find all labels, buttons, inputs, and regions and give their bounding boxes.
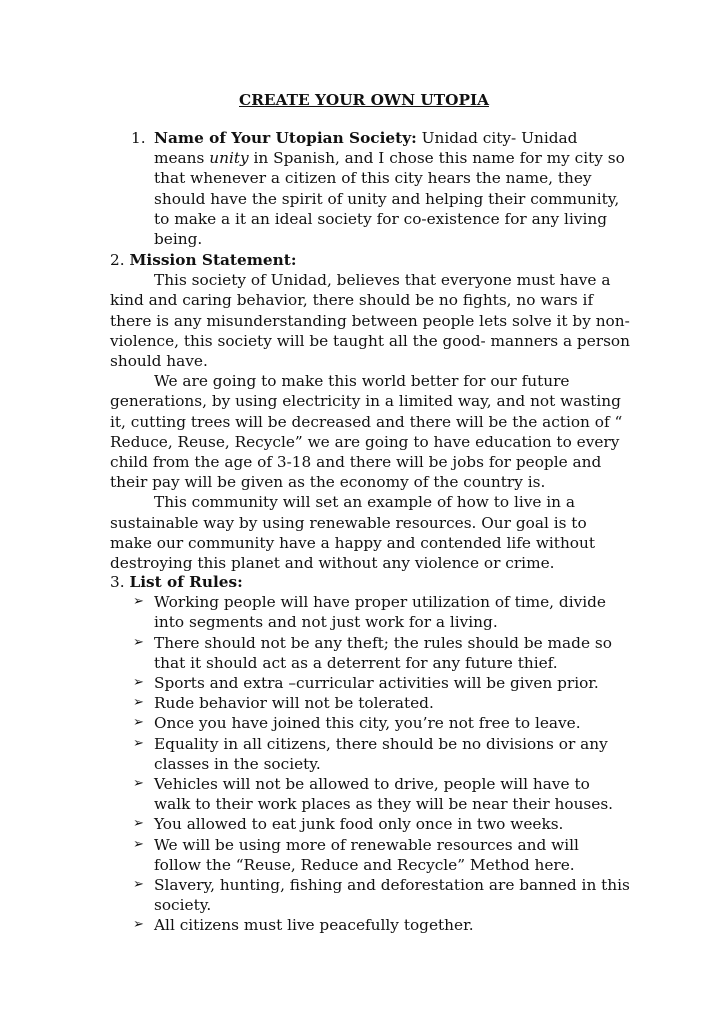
arrow-bullet-icon: ➢ bbox=[133, 634, 144, 650]
section-number: 1. bbox=[131, 129, 146, 147]
rule-text: Slavery, hunting, fishing and deforestation are banned in this society. bbox=[154, 876, 630, 915]
list-item bbox=[110, 915, 630, 935]
rule-text: Equality in all citizens, there should be no divisions or any classes in the society. bbox=[154, 734, 608, 773]
section-heading: Name of Your Utopian Society: bbox=[154, 129, 417, 147]
section-number: 3. bbox=[110, 573, 130, 591]
section-mission bbox=[110, 250, 630, 573]
document-title: CREATE YOUR OWN UTOPIA bbox=[239, 91, 489, 109]
rule-text: Working people will have proper utilization of time, divide into segments and not just work for a living. bbox=[154, 593, 606, 632]
section-heading: Mission Statement: bbox=[129, 251, 297, 269]
section-text: Unidad city- Unidad means bbox=[154, 129, 578, 168]
rules-list bbox=[110, 592, 630, 935]
paragraph: We are going to make this world better for our future generations, by using electricity in a limited way, and not wasting it, cutting trees will be decreased and there will be the action of “ Reduce, Reuse, Recycle” we are going to have education to every child from the age of 3-18 and there will be jobs for people and their pay will be given as the economy of the country is. bbox=[110, 372, 623, 492]
arrow-bullet-icon: ➢ bbox=[133, 917, 144, 933]
list-item bbox=[110, 673, 630, 693]
arrow-bullet-icon: ➢ bbox=[133, 877, 144, 893]
list-item bbox=[110, 592, 630, 632]
section-heading-line bbox=[110, 572, 630, 592]
arrow-bullet-icon: ➢ bbox=[133, 816, 144, 832]
arrow-bullet-icon: ➢ bbox=[133, 735, 144, 751]
rule-text: You allowed to eat junk food only once in two weeks. bbox=[154, 815, 564, 834]
list-item bbox=[110, 875, 630, 915]
arrow-bullet-icon: ➢ bbox=[133, 776, 144, 792]
list-item bbox=[110, 835, 630, 875]
rule-text: Vehicles will not be allowed to drive, people will have to walk to their work places as they will be near their houses. bbox=[154, 775, 614, 814]
list-item bbox=[110, 633, 630, 673]
arrow-bullet-icon: ➢ bbox=[133, 695, 144, 711]
section-number: 2. bbox=[110, 251, 130, 269]
arrow-bullet-icon: ➢ bbox=[133, 715, 144, 731]
paragraph: This community will set an example of how to live in a sustainable way by using renewable resources. Our goal is to make our community have a happy and contended life without destroying this planet and without any violence or crime. bbox=[110, 493, 596, 573]
section-text: in Spanish, and I chose this name for my city so that whenever a citizen of this city hears the name, they should have the spirit of unity and helping their community, to make a it an ideal society for co-existence for any living being. bbox=[154, 149, 625, 249]
section-rules bbox=[110, 572, 630, 936]
section-heading: List of Rules: bbox=[129, 573, 243, 591]
rule-text: All citizens must live peacefully together. bbox=[154, 916, 474, 935]
arrow-bullet-icon: ➢ bbox=[133, 836, 144, 852]
arrow-bullet-icon: ➢ bbox=[133, 675, 144, 691]
list-item bbox=[110, 774, 630, 814]
rule-text: There should not be any theft; the rules should be made so that it should act as a deterrent for any future thief. bbox=[154, 633, 612, 672]
list-item bbox=[110, 814, 630, 834]
rule-text: Once you have joined this city, you’re not free to leave. bbox=[154, 714, 581, 733]
rule-text: Sports and extra –curricular activities will be given prior. bbox=[154, 674, 599, 693]
arrow-bullet-icon: ➢ bbox=[133, 594, 144, 610]
rule-text: Rude behavior will not be tolerated. bbox=[154, 694, 434, 713]
paragraph: This society of Unidad, believes that everyone must have a kind and caring behavior, there should be no fights, no wars if there is any misunderstanding between people lets solve it by non-violence, this society will be taught all the good- manners a person should have. bbox=[110, 271, 630, 371]
section-name bbox=[131, 128, 631, 249]
list-item bbox=[110, 693, 630, 713]
list-item bbox=[110, 713, 630, 733]
section-body bbox=[154, 128, 631, 249]
rule-text: We will be using more of renewable resources and will follow the “Reuse, Reduce and Recycle” Method here. bbox=[154, 835, 579, 874]
italic-word: unity bbox=[209, 149, 249, 168]
list-item bbox=[110, 734, 630, 774]
section-heading-line bbox=[110, 250, 630, 270]
